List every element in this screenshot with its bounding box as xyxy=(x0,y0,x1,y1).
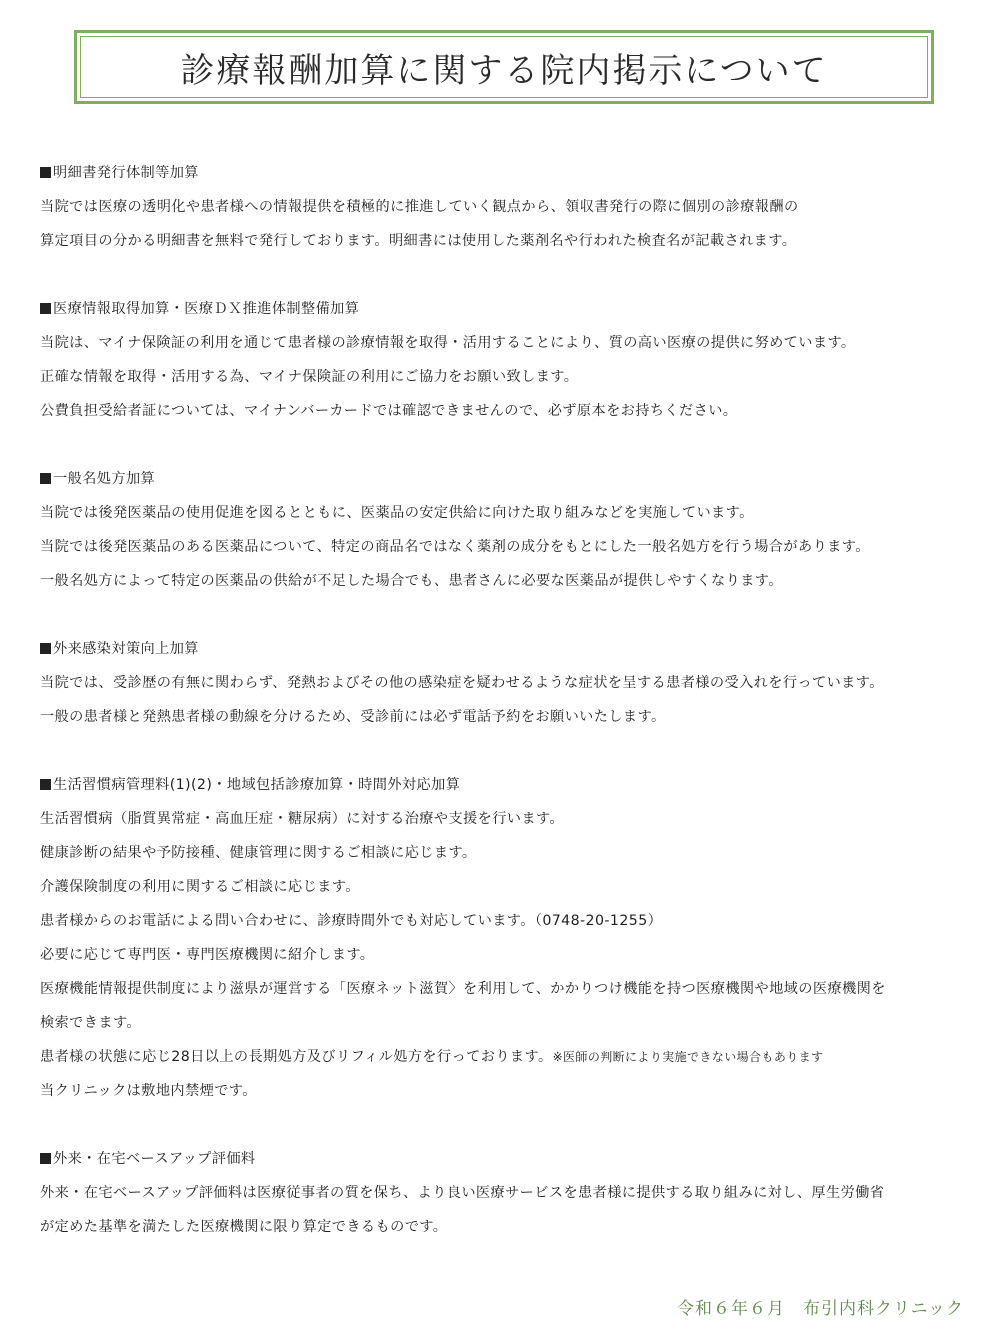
section-heading: 明細書発行体制等加算 xyxy=(40,156,970,190)
section-line: 一般の患者様と発熱患者様の動線を分けるため、受診前には必ず電話予約をお願いいたします。 xyxy=(40,709,666,725)
section-line: 当院では後発医薬品のある医薬品について、特定の商品名ではなく薬剤の成分をもとにした一般名処方を行う場合があります。 xyxy=(40,539,870,555)
black-square-icon xyxy=(40,473,51,484)
section-heading: 外来・在宅ベースアップ評価料 xyxy=(40,1142,970,1176)
section-line: 外来・在宅ベースアップ評価料は医療従事者の質を保ち、より良い医療サービスを患者様に提供する取り組みに対し、厚生労働省 xyxy=(40,1185,885,1201)
notice-content xyxy=(40,156,970,1278)
section-line: 介護保険制度の利用に関するご相談に応じます。 xyxy=(40,879,360,895)
black-square-icon xyxy=(40,167,51,178)
section-line: 当院では医療の透明化や患者様への情報提供を積極的に推進していく観点から、領収書発行の際に個別の診療報酬の xyxy=(40,199,799,215)
section-heading: 一般名処方加算 xyxy=(40,462,970,496)
section-heading: 外来感染対策向上加算 xyxy=(40,632,970,666)
section-heading: 医療情報取得加算・医療ＤＸ推進体制整備加算 xyxy=(40,292,970,326)
section-line: 公費負担受給者証については、マイナンバーカードでは確認できませんので、必ず原本をお持ちください。 xyxy=(40,403,738,419)
section-line: 医療機能情報提供制度により滋県が運営する「医療ネット滋賀〉を利用して、かかりつけ機能を持つ医療機関や地域の医療機関を xyxy=(40,981,886,997)
black-square-icon xyxy=(40,1153,51,1164)
section-line: 生活習慣病（脂質異常症・高血圧症・糖尿病）に対する治療や支援を行います。 xyxy=(40,811,565,827)
title-box xyxy=(74,30,934,104)
section-line: 当院では、受診歴の有無に関わらず、発熱およびその他の感染症を疑わせるような症状を呈する患者様の受入れを行っています。 xyxy=(40,675,884,691)
page-title: 診療報酬加算に関する院内掲示について xyxy=(180,50,828,91)
section-line: 必要に応じて専門医・専門医療機関に紹介します。 xyxy=(40,947,375,963)
section-line: 患者様の状態に応じ28日以上の長期処方及びリフィル処方を行っております。※医師の判断により実施できない場合もあります xyxy=(40,1049,824,1065)
black-square-icon xyxy=(40,303,51,314)
section-base-up xyxy=(40,1142,970,1244)
title-inner-frame xyxy=(80,36,928,98)
footer-signature: 令和６年６月 布引内科クリニック xyxy=(677,1299,964,1319)
small-note: ※医師の判断により実施できない場合もあります xyxy=(552,1050,824,1064)
section-seikatsu-shukan xyxy=(40,768,970,1108)
section-line: が定めた基準を満たした医療機関に限り算定できるものです。 xyxy=(40,1219,448,1235)
section-kansen-taisaku xyxy=(40,632,970,734)
section-heading: 生活習慣病管理料(1)(2)・地域包括診療加算・時間外対応加算 xyxy=(40,768,970,802)
section-line: 健康診断の結果や予防接種、健康管理に関するご相談に応じます。 xyxy=(40,845,477,861)
section-line: 一般名処方によって特定の医薬品の供給が不足した場合でも、患者さんに必要な医薬品が提供しやすくなります。 xyxy=(40,573,783,589)
section-iryo-joho xyxy=(40,292,970,428)
section-line: 正確な情報を取得・活用する為、マイナ保険証の利用にご協力をお願い致します。 xyxy=(40,369,579,385)
section-line: 当院は、マイナ保険証の利用を通じて患者様の診療情報を取得・活用することにより、質の高い医療の提供に努めています。 xyxy=(40,335,856,351)
section-line: 患者様からのお電話による問い合わせに、診療時間外でも対応しています。（0748-20-1255） xyxy=(40,913,663,929)
section-line: 当クリニックは敷地内禁煙です。 xyxy=(40,1083,257,1099)
black-square-icon xyxy=(40,779,51,790)
section-line: 当院では後発医薬品の使用促進を図るとともに、医薬品の安定供給に向けた取り組みなどを実施しています。 xyxy=(40,505,754,521)
section-meisaisho xyxy=(40,156,970,258)
section-ippanmei xyxy=(40,462,970,598)
section-line: 算定項目の分かる明細書を無料で発行しております。明細書には使用した薬剤名や行われた検査名が記載されます。 xyxy=(40,233,797,249)
section-line: 検索できます。 xyxy=(40,1015,141,1031)
black-square-icon xyxy=(40,643,51,654)
